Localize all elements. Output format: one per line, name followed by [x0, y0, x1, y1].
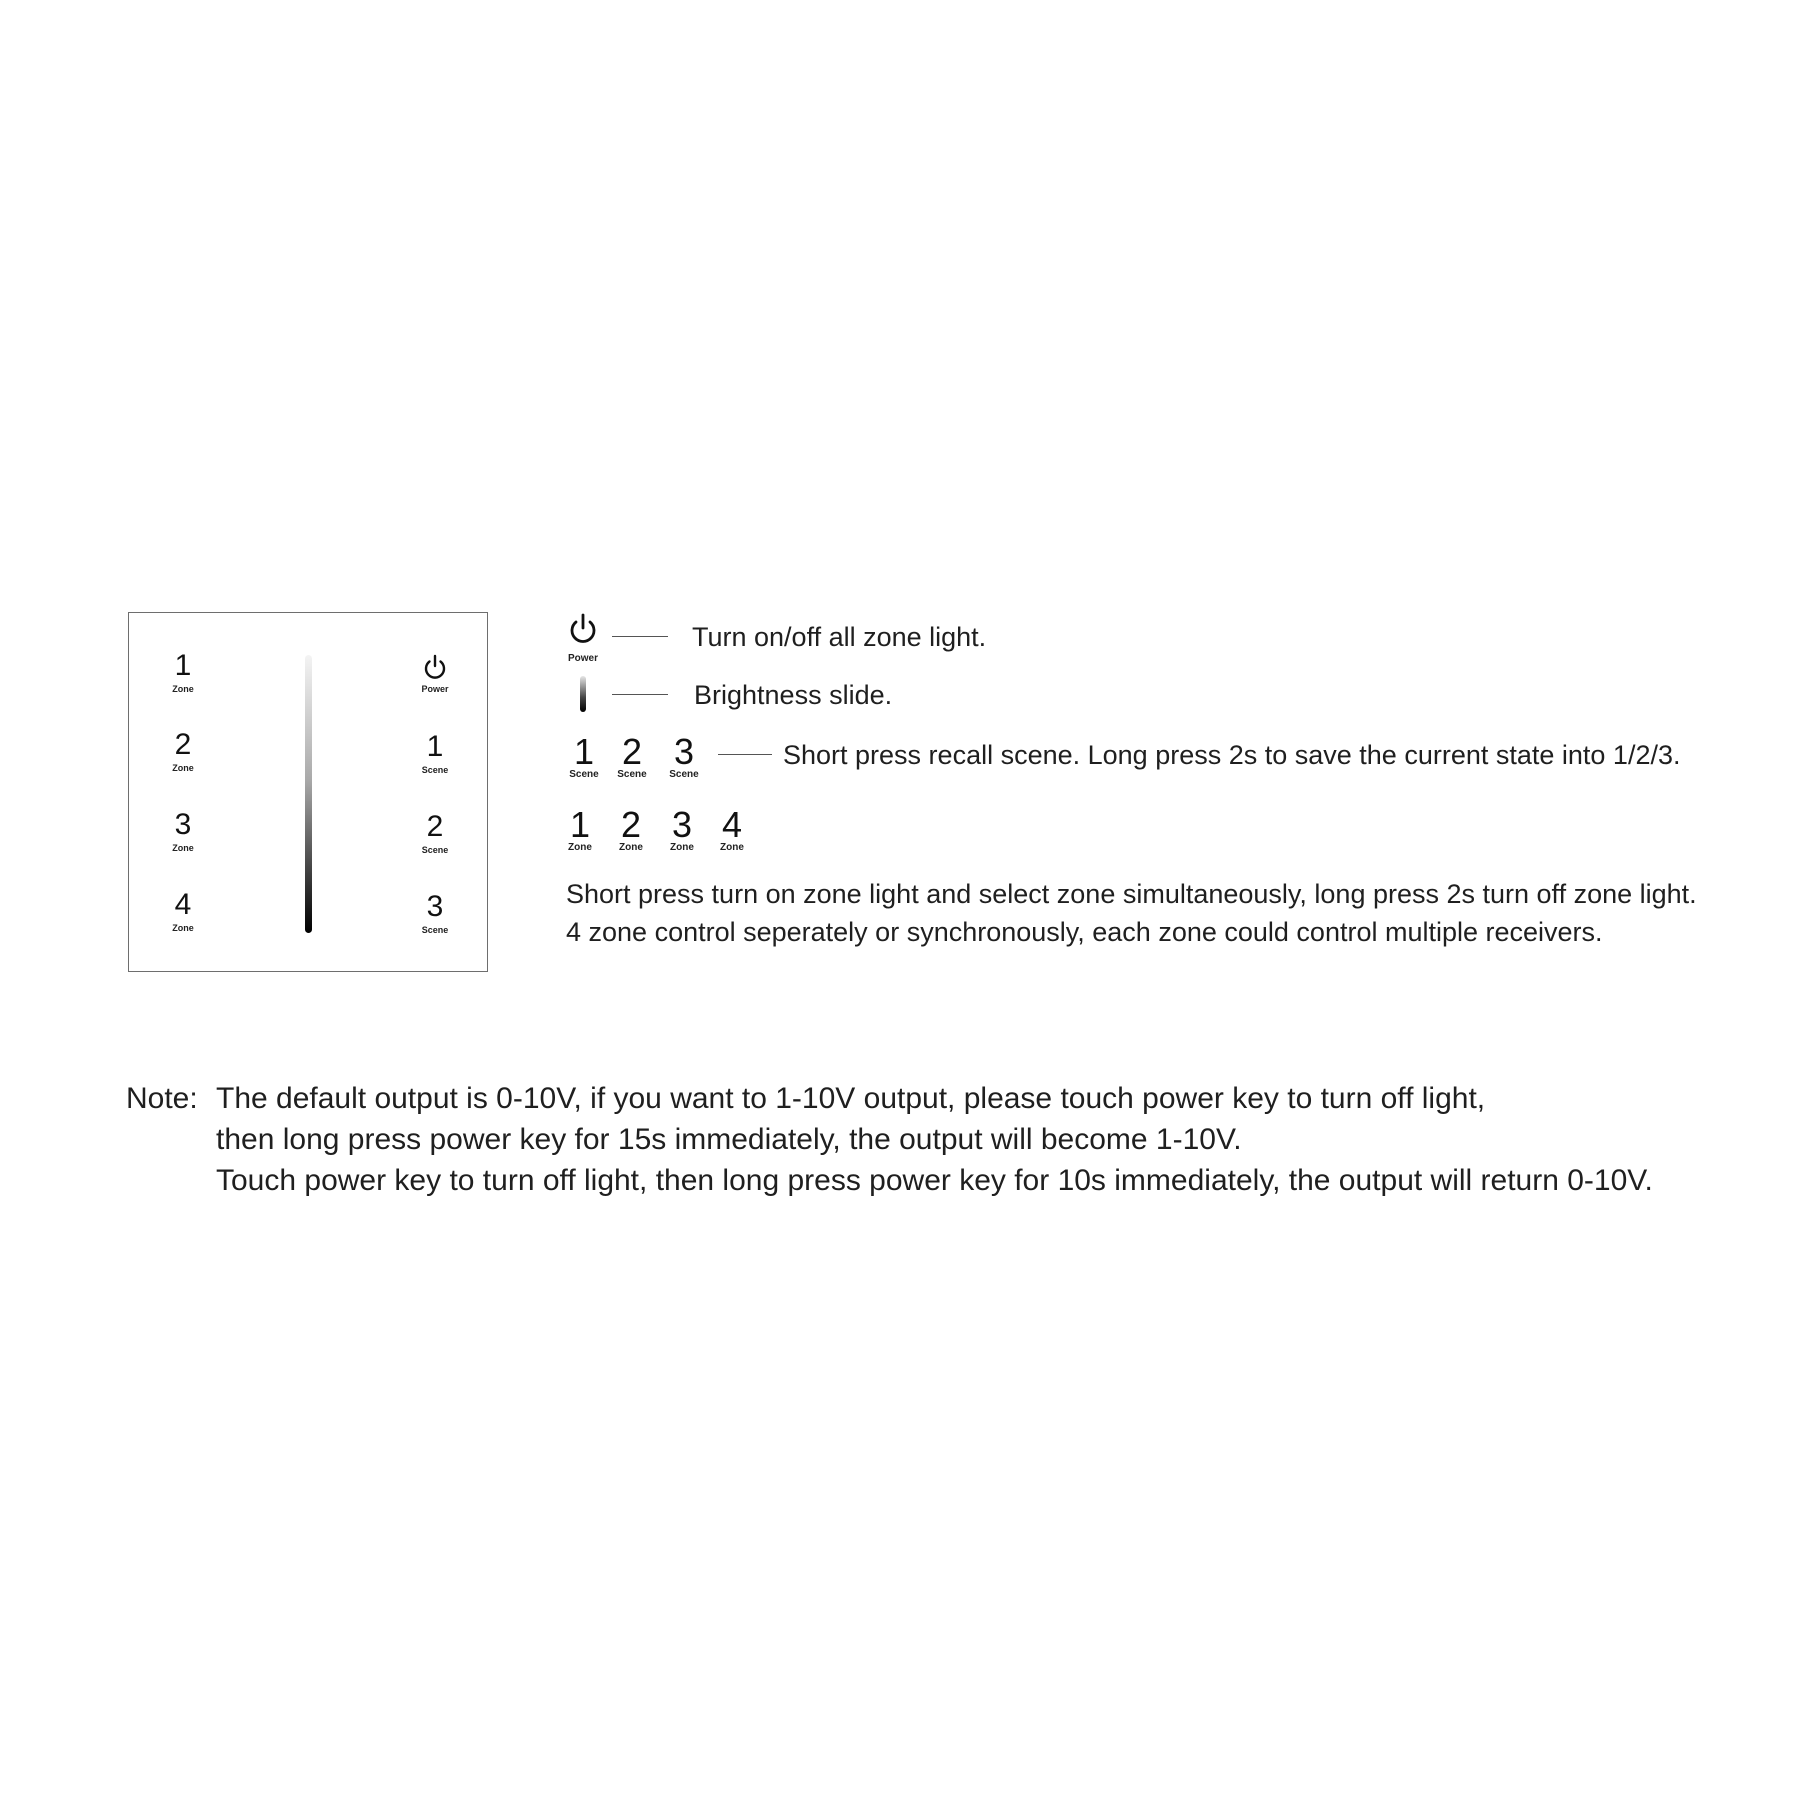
key-label: Zone	[172, 843, 194, 853]
key-number: 3	[426, 890, 444, 923]
zone-2-key[interactable]	[143, 730, 223, 774]
note-line-1: The default output is 0-10V, if you want to 1-10V output, please touch power key to turn off light,	[216, 1082, 1486, 1115]
key-number: 2	[620, 804, 642, 845]
key-number: 2	[174, 728, 192, 761]
legend-scene-2	[609, 731, 655, 781]
brightness-slider[interactable]	[305, 655, 312, 933]
key-number: 1	[573, 731, 595, 772]
note-body	[216, 1078, 1653, 1201]
key-label: Zone	[172, 684, 194, 694]
note-label: Note:	[126, 1082, 198, 1115]
key-number: 4	[174, 888, 192, 921]
key-number: 1	[426, 730, 444, 763]
key-label: Scene	[617, 769, 647, 780]
scene-3-key[interactable]	[395, 892, 475, 936]
legend-zone-1	[557, 804, 603, 854]
zones-desc-line-1: Short press turn on zone light and select zone simultaneously, long press 2s turn off zone light.	[566, 879, 1697, 909]
key-number: 4	[721, 804, 743, 845]
key-number: 1	[569, 804, 591, 845]
key-label: Scene	[421, 765, 449, 775]
key-number: 3	[673, 731, 695, 772]
key-label: Zone	[172, 763, 194, 773]
power-icon	[422, 653, 448, 681]
key-label: Scene	[421, 925, 449, 935]
key-label: Power	[421, 684, 449, 694]
key-label: Scene	[421, 845, 449, 855]
legend-zone-3	[659, 804, 705, 854]
zone-1-key[interactable]	[143, 651, 223, 695]
key-number: 2	[426, 810, 444, 843]
touch-panel	[128, 612, 488, 972]
legend-scene-1	[561, 731, 607, 781]
key-label: Scene	[669, 769, 699, 780]
power-icon	[567, 612, 599, 646]
legend-power-symbol	[560, 612, 606, 665]
leader-line	[612, 636, 668, 637]
legend-scene-3	[661, 731, 707, 781]
key-label: Scene	[569, 769, 599, 780]
key-number: 3	[671, 804, 693, 845]
legend-power-label: Power	[567, 653, 598, 664]
scene-1-key[interactable]	[395, 732, 475, 776]
key-label: Zone	[670, 842, 694, 853]
zone-3-key[interactable]	[143, 810, 223, 854]
legend-zone-2	[608, 804, 654, 854]
key-label: Zone	[619, 842, 643, 853]
legend-power-desc: Turn on/off all zone light.	[692, 622, 987, 652]
key-label: Zone	[172, 923, 194, 933]
note-line-2: then long press power key for 15s immediately, the output will become 1-10V.	[216, 1123, 1242, 1156]
scene-2-key[interactable]	[395, 812, 475, 856]
leader-line	[612, 694, 668, 695]
zone-4-key[interactable]	[143, 890, 223, 934]
note-line-3: Touch power key to turn off light, then long press power key for 10s immediately, the output will return 0-10V.	[216, 1164, 1653, 1197]
key-label: Zone	[720, 842, 744, 853]
leader-line	[718, 754, 772, 755]
brightness-slider-icon	[580, 676, 586, 712]
power-key[interactable]	[395, 653, 475, 695]
key-number: 3	[174, 808, 192, 841]
key-number: 1	[174, 649, 192, 682]
key-number: 2	[621, 731, 643, 772]
legend-zones-desc	[566, 875, 1697, 951]
key-label: Zone	[568, 842, 592, 853]
legend-zone-4	[709, 804, 755, 854]
legend-scenes-desc: Short press recall scene. Long press 2s to save the current state into 1/2/3.	[783, 740, 1681, 770]
zones-desc-line-2: 4 zone control seperately or synchronously, each zone could control multiple receivers.	[566, 917, 1603, 947]
legend-slider-desc: Brightness slide.	[694, 680, 893, 710]
